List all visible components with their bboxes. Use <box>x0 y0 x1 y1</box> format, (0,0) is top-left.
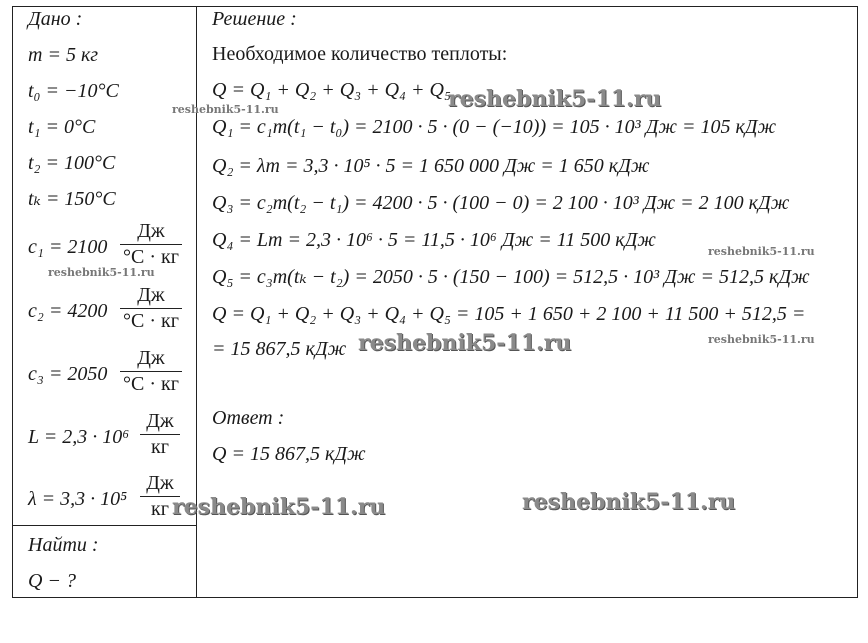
solution-line-q3: Q₃ = c₂m(t₂ − t₁) = 4200 · 5 · (100 − 0) = 2 100 · 10³ Дж = 2 100 кДж <box>212 192 790 214</box>
watermark: reshebnik5-11.ru <box>708 333 815 346</box>
given-c3-unit-den: °C · кг <box>123 373 179 395</box>
solution-line-result: = 15 867,5 кДж <box>212 338 347 360</box>
given-tk: tₖ = 150°C <box>28 188 116 210</box>
watermark: reshebnik5-11.ru <box>358 330 572 356</box>
given-L-lhs: L = 2,3 · 10⁶ <box>28 426 130 448</box>
watermark: reshebnik5-11.ru <box>448 86 662 112</box>
given-t2: t₂ = 100°C <box>28 152 116 174</box>
given-t0: t₀ = −10°C <box>28 80 119 102</box>
solution-line-sum: Q = Q₁ + Q₂ + Q₃ + Q₄ + Q₅ = 105 + 1 650 + 2 100 + 11 500 + 512,5 = <box>212 303 806 325</box>
watermark: reshebnik5-11.ru <box>522 489 736 515</box>
given-t1: t₁ = 0°C <box>28 116 96 138</box>
given-L-unit-den: кг <box>151 436 169 458</box>
solution-heading: Решение : <box>212 8 297 30</box>
find-heading: Найти : <box>28 534 99 556</box>
given-lambda-unit-den: кг <box>151 498 169 520</box>
solution-line-q1: Q₁ = c₁m(t₁ − t₀) = 2100 · 5 · (0 − (−10)) = 105 · 10³ Дж = 105 кДж <box>212 116 777 138</box>
watermark: reshebnik5-11.ru <box>48 266 155 279</box>
given-find-divider <box>12 525 197 526</box>
given-heading: Дано : <box>28 8 83 30</box>
given-c1-lhs: c₁ = 2100 <box>28 236 108 258</box>
solution-line-q4: Q₄ = Lm = 2,3 · 10⁶ · 5 = 11,5 · 10⁶ Дж = 11 500 кДж <box>212 229 656 251</box>
find-line: Q − ? <box>28 570 76 592</box>
watermark: reshebnik5-11.ru <box>172 103 279 116</box>
given-c3-lhs: c₃ = 2050 <box>28 363 108 385</box>
answer-line: Q = 15 867,5 кДж <box>212 443 366 465</box>
given-c2-unit-den: °C · кг <box>123 310 179 332</box>
solution-line-q5: Q₅ = c₃m(tₖ − t₂) = 2050 · 5 · (150 − 100) = 512,5 · 10³ Дж = 512,5 кДж <box>212 266 810 288</box>
given-lambda-unit-num: Дж <box>146 472 174 494</box>
given-c1-unit-den: °C · кг <box>123 246 179 268</box>
solution-line-total: Q = Q₁ + Q₂ + Q₃ + Q₄ + Q₅ <box>212 79 451 101</box>
given-c3-unit <box>120 347 182 395</box>
given-L-unit <box>140 410 180 458</box>
given-c2-unit <box>120 284 182 332</box>
given-c2-lhs: c₂ = 4200 <box>28 300 108 322</box>
given-L-unit-num: Дж <box>146 410 174 432</box>
given-mass: m = 5 кг <box>28 44 99 66</box>
watermark: reshebnik5-11.ru <box>172 494 386 520</box>
answer-heading: Ответ : <box>212 407 285 429</box>
watermark: reshebnik5-11.ru <box>708 245 815 258</box>
given-lambda-lhs: λ = 3,3 · 10⁵ <box>28 488 128 510</box>
given-c1-unit-num: Дж <box>137 220 165 242</box>
given-c1-unit <box>120 220 182 268</box>
given-c3-unit-num: Дж <box>137 347 165 369</box>
given-c2-unit-num: Дж <box>137 284 165 306</box>
solution-intro: Необходимое количество теплоты: <box>212 43 508 65</box>
solution-line-q2: Q₂ = λm = 3,3 · 10⁵ · 5 = 1 650 000 Дж = 1 650 кДж <box>212 155 650 177</box>
